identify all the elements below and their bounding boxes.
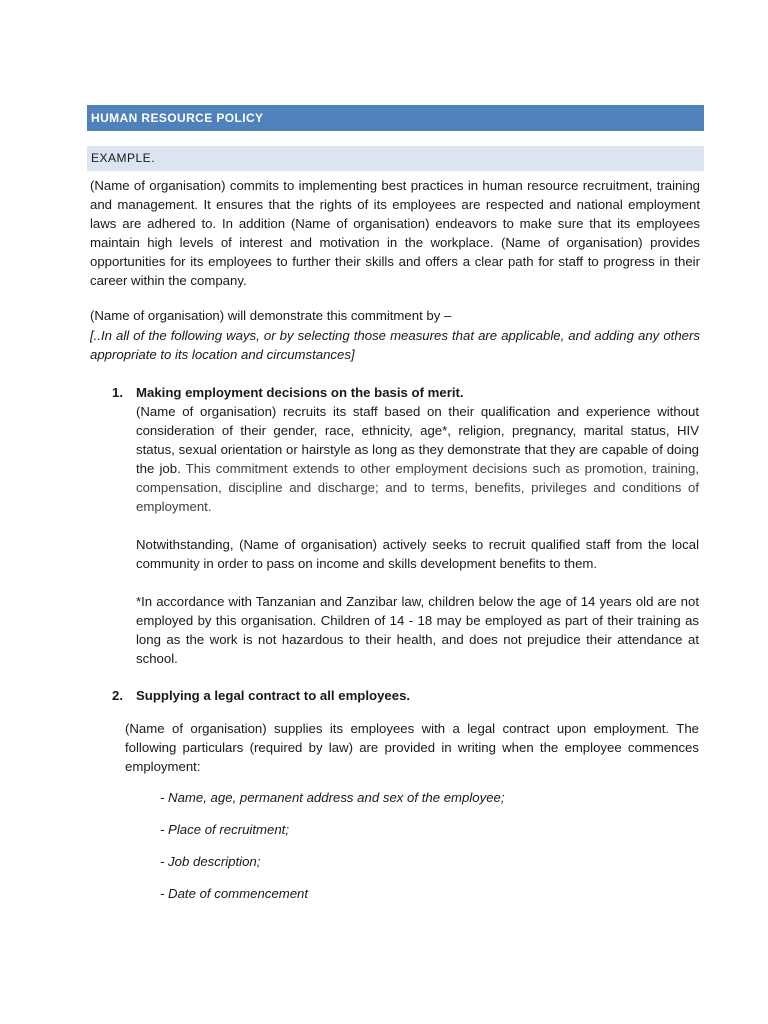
item-1-paragraph-1 xyxy=(136,402,699,516)
list-item: - Place of recruitment; xyxy=(160,822,289,837)
commitment-line: (Name of organisation) will demonstrate this commitment by – xyxy=(90,308,452,323)
intro-paragraph: (Name of organisation) commits to implementing best practices in human resource recruitment, training and management. It ensures that the rights of its employees are respected and national employment laws are adhered to. In addition (Name of organisation) endeavors to make sure that its employees maintain high levels of interest and motivation in the workplace. (Name of organisation) provides opportunities for its employees to further their skills and offers a clear path for staff to progress in their career within the company. xyxy=(90,178,700,288)
list-item: - Name, age, permanent address and sex of the employee; xyxy=(160,790,505,805)
item-1-heading: Making employment decisions on the basis of merit. xyxy=(136,385,464,400)
item-1-paragraph-1-extension: This commitment extends to other employment decisions such as promotion, training, compensation, discipline and discharge; and to terms, benefits, privileges and conditions of employment. xyxy=(136,461,699,514)
item-1-paragraph-3: *In accordance with Tanzanian and Zanzibar law, children below the age of 14 years old are not employed by this organisation. Children of 14 - 18 may be employed as part of their training as long as the work is not hazardous to their health, and does not prejudice their attendance at school. xyxy=(136,594,699,666)
policy-title: HUMAN RESOURCE POLICY xyxy=(87,105,704,131)
list-item: - Job description; xyxy=(160,854,261,869)
example-heading: EXAMPLE. xyxy=(87,146,704,171)
item-1-paragraph-2: Notwithstanding, (Name of organisation) actively seeks to recruit qualified staff from the local community in order to pass on income and skills development benefits to them. xyxy=(136,537,699,571)
item-2-heading: Supplying a legal contract to all employees. xyxy=(136,688,411,703)
instruction-note: [..In all of the following ways, or by selecting those measures that are applicable, and adding any others appropriate to its location and circumstances] xyxy=(90,328,700,362)
item-2-paragraph-1: (Name of organisation) supplies its employees with a legal contract upon employment. The following particulars (required by law) are provided in writing when the employee commences employment: xyxy=(125,721,699,774)
list-item: - Date of commencement xyxy=(160,886,309,901)
item-1-paragraph-1-main: (Name of organisation) recruits its staff based on their qualification and experience without consideration of their gender, race, ethnicity, age*, religion, pregnancy, marital status, HIV status, sexual orientation or hairstyle as long as they demonstrate that they are capable of doing the job. xyxy=(136,404,699,476)
item-2-number: 2. xyxy=(112,688,123,703)
item-1-number: 1. xyxy=(112,385,123,400)
